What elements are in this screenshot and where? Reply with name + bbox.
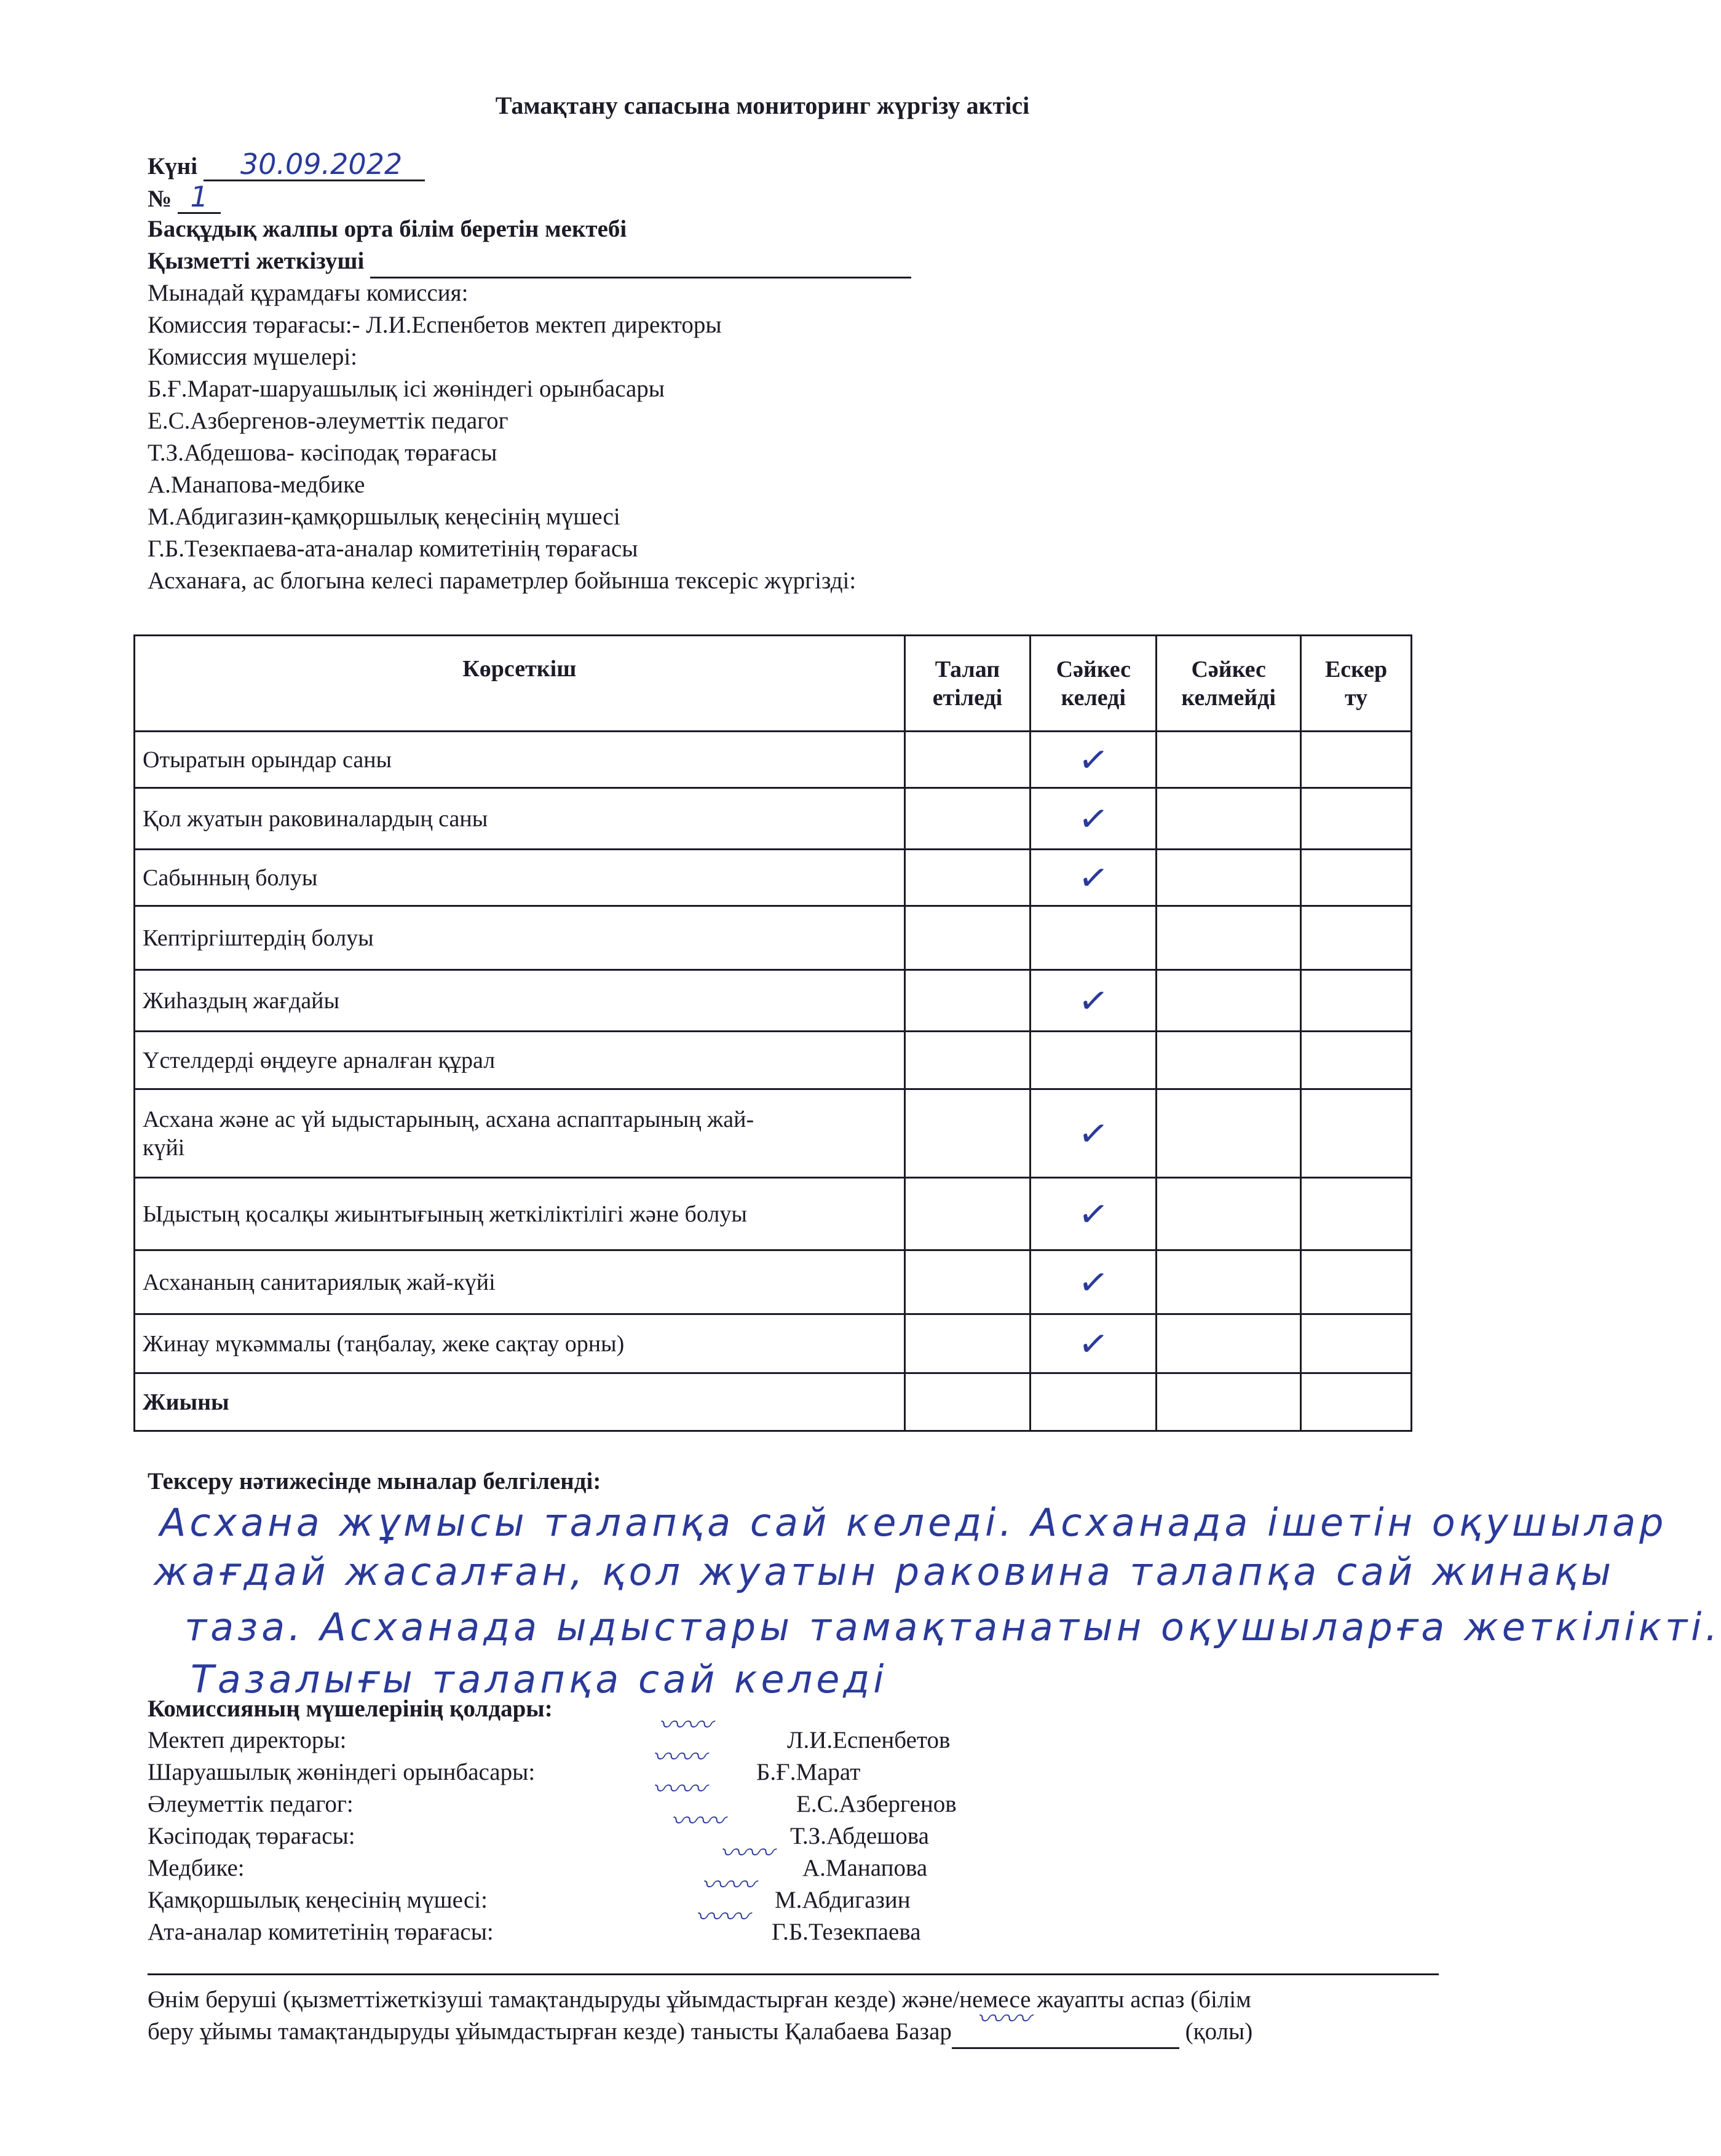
- table-row: [135, 1250, 1412, 1314]
- member-item: Г.Б.Тезекпаева-ата-аналар комитетінің төрағасы: [148, 535, 638, 562]
- row-note: [1301, 1178, 1412, 1250]
- row-not-complies: [1157, 906, 1301, 970]
- table-row: [135, 1032, 1412, 1089]
- check-mark-icon: ✓: [1075, 977, 1112, 1024]
- member-item: Б.Ғ.Марат-шаруашылық ісі жөніндегі орынбасары: [148, 376, 665, 402]
- header-not-complies: Сәйкес келмейді: [1157, 636, 1301, 732]
- member-item: М.Абдигазин-қамқоршылық кеңесінің мүшесі: [148, 503, 620, 530]
- table-total-row: [135, 1373, 1412, 1431]
- school-name: Басқұдық жалпы орта білім беретін мектебі: [148, 216, 627, 242]
- signature-row: [148, 1710, 1008, 1758]
- check-mark-icon: ✓: [1075, 796, 1112, 842]
- row-required: [904, 850, 1031, 906]
- row-required: [904, 1250, 1031, 1314]
- row-required: [904, 1314, 1031, 1373]
- results-handwritten-line: таза. Асханада ыдыстары тамақтанатын оқушыларға жеткілікті.: [184, 1605, 1721, 1649]
- table-row: [135, 732, 1412, 788]
- row-complies: [1031, 1178, 1157, 1250]
- row-complies: [1031, 1032, 1157, 1089]
- document-title: Тамақтану сапасына мониторинг жүргізу актісі: [495, 92, 1030, 119]
- signature-role: Қамқоршылық кеңесінің мүшесі:: [148, 1887, 488, 1913]
- date-label: Күні: [148, 153, 198, 180]
- signature-scribble-icon: 〰〰: [652, 1774, 706, 1805]
- table-row: [135, 1178, 1412, 1250]
- row-not-complies: [1157, 1250, 1301, 1314]
- row-complies: [1031, 1373, 1157, 1431]
- signature-row: [148, 1774, 1008, 1822]
- footer-sign-label: (қолы): [1185, 2018, 1253, 2045]
- signature-scribble-icon: 〰〰: [658, 1710, 712, 1741]
- row-required: [904, 1178, 1031, 1250]
- signature-row: [148, 1901, 1008, 1950]
- signature-role: Медбике:: [148, 1855, 245, 1881]
- row-not-complies: [1157, 850, 1301, 906]
- member-item: Т.З.Абдешова- кәсіподақ төрағасы: [148, 440, 497, 466]
- date-value: 30.09.2022: [204, 149, 425, 181]
- row-required: [904, 1032, 1031, 1089]
- signature-scribble-icon: 〰〰: [719, 1838, 773, 1869]
- row-indicator: Кептіргіштердің болуы: [135, 906, 905, 970]
- row-required: [904, 1089, 1031, 1178]
- row-indicator: Асхананың санитариялық жай-күйі: [135, 1250, 905, 1314]
- row-required: [904, 788, 1031, 850]
- row-not-complies: [1157, 970, 1301, 1032]
- footer-line: Өнім беруші (қызметтіжеткізуші тамақтандыруды ұйымдастырған кезде) және/немесе жауапты аспаз (білім: [148, 1986, 1251, 2013]
- header-complies: Сәйкес келеді: [1031, 636, 1157, 732]
- check-mark-icon: ✓: [1075, 1259, 1112, 1305]
- supplier-label: Қызметті жеткізуші: [148, 248, 365, 274]
- row-indicator: Асхана және ас үй ыдыстарының, асхана аспаптарының жай- күйі: [135, 1089, 905, 1178]
- signature-role: Ата-аналар комитетінің төрағасы:: [148, 1919, 494, 1945]
- row-indicator: Сабынның болуы: [135, 850, 905, 906]
- footer-divider: [148, 1973, 1439, 1975]
- header-required: Талап етіледі: [904, 636, 1031, 732]
- row-not-complies: [1157, 788, 1301, 850]
- row-note: [1301, 1314, 1412, 1373]
- row-indicator: Отыратын орындар саны: [135, 732, 905, 788]
- row-note: [1301, 850, 1412, 906]
- signature-name: Т.З.Абдешова: [790, 1823, 929, 1849]
- signature-name: Е.С.Азбергенов: [796, 1791, 957, 1817]
- results-label: Тексеру нәтижесінде мыналар белгіленді:: [148, 1468, 601, 1495]
- signature-role: Шаруашылық жөніндегі орынбасары:: [148, 1759, 536, 1785]
- signature-name: Б.Ғ.Марат: [756, 1759, 861, 1785]
- row-required: [904, 1373, 1031, 1431]
- row-indicator: Қол жуатын раковиналардың саны: [135, 788, 905, 850]
- row-complies: [1031, 1314, 1157, 1373]
- header-indicator: Көрсеткіш: [135, 636, 905, 732]
- table-row: [135, 970, 1412, 1032]
- signature-row: [148, 1870, 1008, 1918]
- members-label: Комиссия мүшелері:: [148, 344, 358, 370]
- signature-row: [148, 1742, 1008, 1790]
- results-handwritten-line: Асхана жұмысы талапқа сай келеді. Асханада ішетін оқушылар: [160, 1500, 1668, 1545]
- supplier-line: [148, 246, 911, 278]
- row-indicator: Жинау мүкәммалы (таңбалау, жеке сақтау орны): [135, 1314, 905, 1373]
- signature-name: М.Абдигазин: [775, 1887, 911, 1913]
- row-note: [1301, 788, 1412, 850]
- supplier-blank: [370, 246, 911, 278]
- signature-scribble-icon: 〰〰: [701, 1870, 755, 1901]
- table-header-row: [135, 636, 1412, 732]
- row-required: [904, 732, 1031, 788]
- check-mark-icon: ✓: [1075, 736, 1112, 783]
- header-note: Ескер ту: [1301, 636, 1412, 732]
- signature-row: [148, 1838, 1008, 1886]
- row-note: [1301, 1032, 1412, 1089]
- member-item: А.Манапова-медбике: [148, 472, 365, 498]
- row-note: [1301, 970, 1412, 1032]
- row-note: [1301, 1250, 1412, 1314]
- signature-scribble-icon: 〰〰: [670, 1806, 724, 1837]
- row-not-complies: [1157, 1373, 1301, 1431]
- table-row: [135, 850, 1412, 906]
- row-note: [1301, 1373, 1412, 1431]
- row-not-complies: [1157, 1178, 1301, 1250]
- commission-chairman: Комиссия төрағасы:- Л.И.Еспенбетов мектеп директоры: [148, 312, 722, 338]
- inspection-intro: Асханаға, ас блогына келесі параметрлер бойынша тексеріс жүргізді:: [148, 567, 857, 594]
- signature-role: Кәсіподақ төрағасы:: [148, 1823, 355, 1849]
- row-indicator: Үстелдерді өңдеуге арналған құрал: [135, 1032, 905, 1089]
- row-note: [1301, 732, 1412, 788]
- row-complies: [1031, 1089, 1157, 1178]
- date-line: [148, 149, 425, 182]
- signature-name: А.Манапова: [802, 1855, 928, 1881]
- signature-scribble-icon: 〰〰: [652, 1742, 706, 1773]
- footer-signature-blank: [952, 2004, 1179, 2049]
- signature-scribble-icon: 〰〰: [695, 1901, 749, 1933]
- signature-role: Әлеуметтік педагог:: [148, 1791, 354, 1817]
- row-not-complies: [1157, 732, 1301, 788]
- row-indicator: Ыдыстың қосалқы жиынтығының жеткіліктілігі және болуы: [135, 1178, 905, 1250]
- row-complies: [1031, 906, 1157, 970]
- row-required: [904, 906, 1031, 970]
- check-mark-icon: ✓: [1075, 855, 1112, 901]
- number-line: [148, 181, 221, 215]
- table-row: [135, 1089, 1412, 1178]
- footer-text: беру ұйымы тамақтандыруды ұйымдастырған кезде) танысты Қалабаева Базар: [148, 2018, 952, 2045]
- row-not-complies: [1157, 1314, 1301, 1373]
- table-row: [135, 906, 1412, 970]
- check-mark-icon: ✓: [1075, 1110, 1112, 1156]
- row-not-complies: [1157, 1089, 1301, 1178]
- check-mark-icon: ✓: [1075, 1321, 1112, 1367]
- table-row: [135, 788, 1412, 850]
- row-not-complies: [1157, 1032, 1301, 1089]
- signature-role: Мектеп директоры:: [148, 1727, 347, 1753]
- row-indicator-total: Жиыны: [135, 1373, 905, 1431]
- results-handwritten-line: жағдай жасалған, қол жуатын раковина талапқа сай жинақы: [154, 1549, 1615, 1594]
- number-label: №: [148, 186, 172, 212]
- signature-scribble-icon: 〰〰: [976, 2004, 1031, 2035]
- row-note: [1301, 906, 1412, 970]
- signature-name: Л.И.Еспенбетов: [787, 1727, 951, 1753]
- member-item: Е.С.Азбергенов-әлеуметтік педагог: [148, 408, 508, 434]
- signature-name: Г.Б.Тезекпаева: [772, 1919, 921, 1945]
- row-complies: [1031, 788, 1157, 850]
- results-handwritten-line: Тазалығы талапқа сай келеді: [191, 1657, 888, 1702]
- row-complies: [1031, 732, 1157, 788]
- inspection-table: [133, 634, 1412, 1432]
- signature-row: [148, 1806, 1008, 1854]
- table-row: [135, 1314, 1412, 1373]
- row-complies: [1031, 850, 1157, 906]
- row-complies: [1031, 1250, 1157, 1314]
- number-value: 1: [178, 181, 221, 214]
- row-required: [904, 970, 1031, 1032]
- row-complies: [1031, 970, 1157, 1032]
- footer-line: [148, 2004, 1253, 2049]
- commission-intro: Мынадай құрамдағы комиссия:: [148, 280, 469, 306]
- check-mark-icon: ✓: [1075, 1191, 1112, 1237]
- row-note: [1301, 1089, 1412, 1178]
- signatures-label: Комиссияның мүшелерінің қолдары:: [148, 1696, 553, 1722]
- row-indicator: Жиһаздың жағдайы: [135, 970, 905, 1032]
